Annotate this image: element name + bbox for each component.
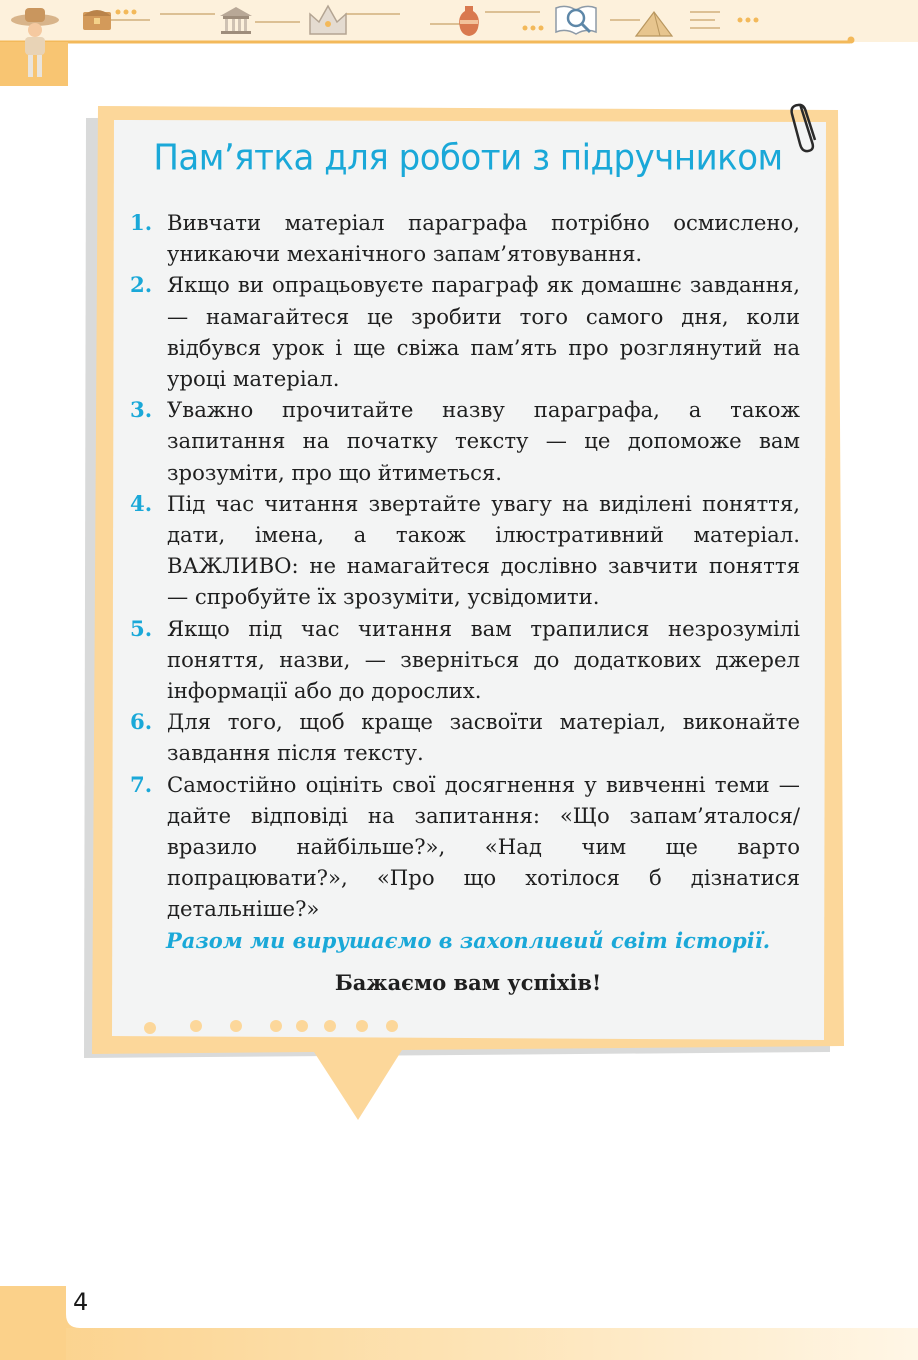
tip-number: 5. [130, 615, 153, 641]
tip-item [130, 269, 800, 394]
tip-number: 4. [130, 490, 153, 516]
tip-text: Уважно прочитайте назву параграфа, а також запитання на початку тексту — це допоможе вам зрозуміти, про що йтиметься. [167, 397, 800, 485]
tip-number: 6. [130, 709, 153, 735]
closing-journey: Разом ми вирушаємо в захопливий світ історії. [165, 928, 771, 953]
tip-item [130, 769, 800, 925]
tip-text: Для того, щоб краще засвоїти матеріал, виконайте завдання після тексту. [167, 709, 800, 766]
tip-text: Якщо під час читання вам трапилися незрозумілі поняття, назви, — зверніться до додаткових джерел інформації або до дорослих. [167, 615, 800, 704]
tip-item [130, 488, 800, 613]
tip-text: Якщо ви опрацьовуєте параграф як домашнє завдання, — намагайтеся це зробити того самого дня, коли відбувся урок і ще свіжа пам’ять про розглянутий на уроці матеріал. [167, 272, 800, 392]
page-number: 4 [73, 1288, 89, 1316]
tip-number: 1. [130, 210, 153, 235]
tip-item [130, 706, 800, 768]
tip-item [130, 207, 800, 269]
tip-text: Під час читання звертайте увагу на виділені поняття, дати, імена, а також ілюстративний матеріал. ВАЖЛИВО: не намагайтеся дослівно завчити поняття — спробуйте їх зрозуміти, усвідомити. [167, 490, 800, 610]
closing-wishes: Бажаємо вам успіхів! [334, 970, 602, 995]
tip-item [130, 394, 800, 488]
tip-item [130, 613, 800, 707]
tip-text: Самостійно оцініть свої досягнення у вивченні теми — дайте відповіді на запитання: «Що запам’яталося/вразило найбільше?», «Над чим ще варто попрацювати?», «Про що хотілося б дізнатися детальніше?» [167, 771, 800, 922]
card-title: Пам’ятка для роботи з підручником [153, 137, 783, 179]
footer-decoration [0, 1286, 918, 1360]
tip-text: Вивчати матеріал параграфа потрібно осмислено, уникаючи механічного запам’ятовування. [167, 210, 800, 267]
tip-number: 2. [130, 272, 153, 298]
tips-list [130, 207, 800, 925]
tip-number: 3. [130, 397, 153, 423]
tip-number: 7. [130, 771, 153, 797]
